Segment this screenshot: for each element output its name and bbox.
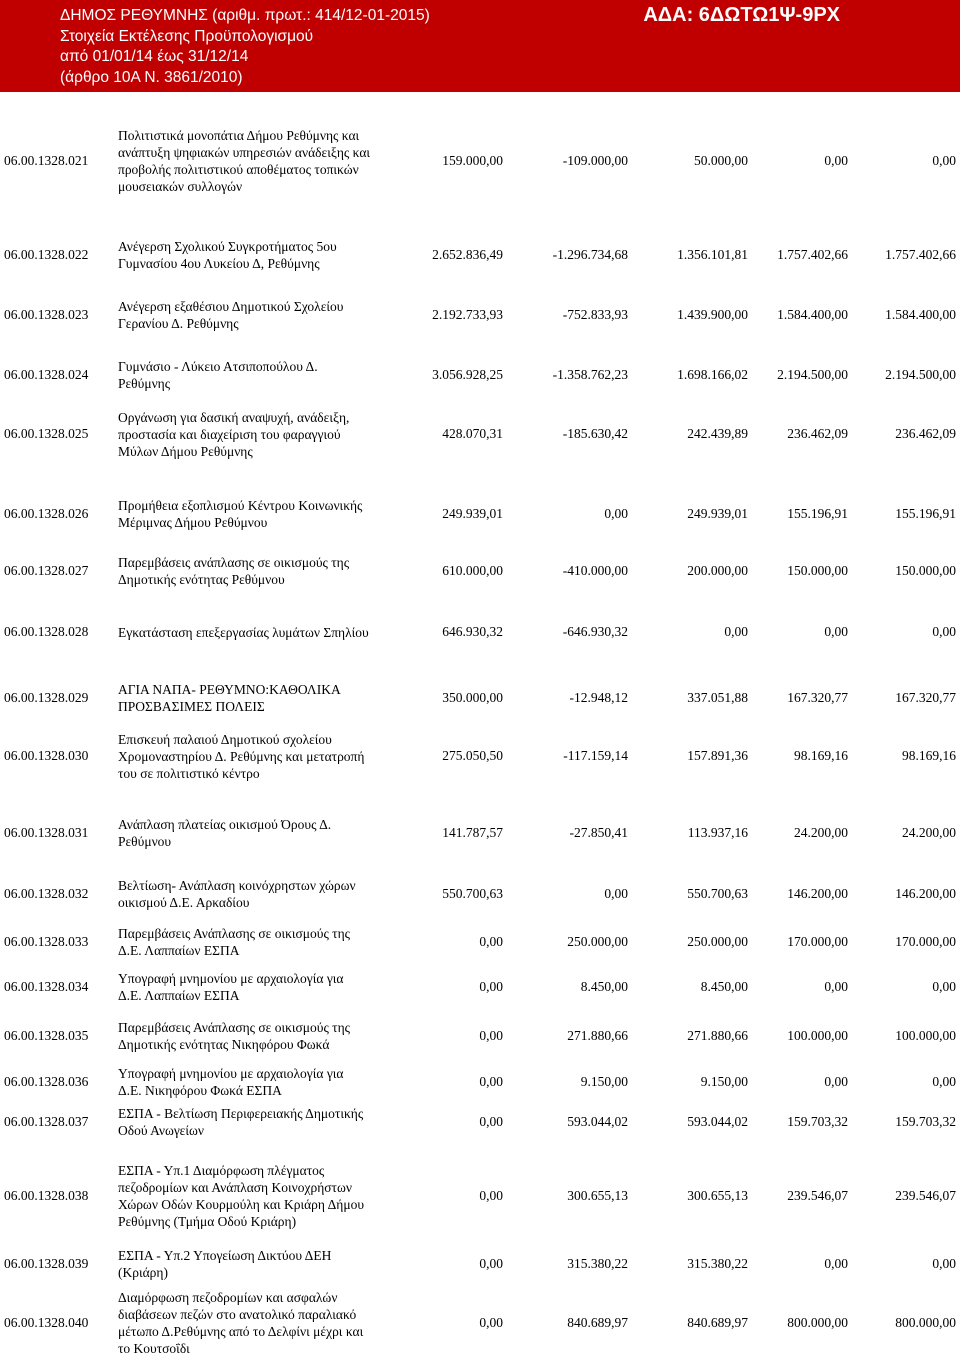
table-row xyxy=(0,1245,960,1283)
row-description xyxy=(118,1065,403,1099)
row-value: 155.196,91 xyxy=(787,506,848,521)
row-value: 0,00 xyxy=(479,979,503,994)
row-value: 0,00 xyxy=(932,1074,956,1089)
row-code: 06.00.1328.038 xyxy=(4,1188,89,1203)
row-description xyxy=(118,497,403,531)
table-row xyxy=(0,1016,960,1056)
row-code: 06.00.1328.033 xyxy=(4,934,89,949)
row-value: 113.937,16 xyxy=(687,825,748,840)
row-description-line: Οδού Ανωγείων xyxy=(118,1123,204,1138)
table-row xyxy=(0,545,960,597)
row-value: 9.150,00 xyxy=(700,1074,748,1089)
row-value: 249.939,01 xyxy=(687,506,748,521)
row-value: 0,00 xyxy=(479,1028,503,1043)
row-description-line: του σε πολιτιστικό κέντρο xyxy=(118,765,260,781)
row-code: 06.00.1328.026 xyxy=(4,506,89,521)
row-code: 06.00.1328.021 xyxy=(4,153,89,168)
table-row xyxy=(0,963,960,1011)
row-description-line: Υπογραφή μνημονίου με αρχαιολογία για xyxy=(118,971,344,986)
header-line: (άρθρο 10Α Ν. 3861/2010) xyxy=(60,68,243,86)
row-description xyxy=(118,816,403,850)
row-value: 159.703,32 xyxy=(895,1114,956,1129)
row-description-line: Ρεθύμνης (Τμήμα Οδού Κριάρη) xyxy=(118,1214,297,1229)
row-description-line: ΕΣΠΑ - Υπ.2 Υπογείωση Δικτύου ΔΕΗ xyxy=(118,1248,332,1263)
row-value: 9.150,00 xyxy=(580,1074,628,1089)
table-row xyxy=(0,116,960,206)
row-value: -410.000,00 xyxy=(562,563,628,578)
row-value: 250.000,00 xyxy=(687,934,748,949)
row-description-line: προστασία και διαχείριση του φαραγγιού xyxy=(118,426,341,442)
table-row xyxy=(0,1064,960,1100)
row-description-line: Δ.Ε. Λαππαίων ΕΣΠΑ xyxy=(118,988,240,1003)
row-value: 0,00 xyxy=(724,624,748,639)
row-description-line: Εγκατάσταση επεξεργασίας λυμάτων Σπηλίου xyxy=(118,624,369,640)
row-value: -109.000,00 xyxy=(562,153,628,168)
row-value: 157.891,36 xyxy=(687,748,748,763)
row-value: 0,00 xyxy=(479,1256,503,1271)
row-value: 100.000,00 xyxy=(895,1028,956,1043)
row-description-line: Μύλων Δήμου Ρεθύμνης xyxy=(118,443,253,459)
row-code: 06.00.1328.023 xyxy=(4,307,89,322)
table-row xyxy=(0,612,960,652)
row-description-line: οικισμού Δ.Ε. Αρκαδίου xyxy=(118,895,250,910)
row-description-line: Μέριμνας Δήμου Ρεθύμνου xyxy=(118,515,268,530)
row-value: 0,00 xyxy=(932,1256,956,1271)
row-description xyxy=(118,238,403,272)
row-code: 06.00.1328.034 xyxy=(4,979,89,994)
row-value: 0,00 xyxy=(479,1315,503,1330)
row-description-line: Βελτίωση- Ανάπλαση κοινόχρηστων χώρων xyxy=(118,878,356,893)
row-code: 06.00.1328.030 xyxy=(4,748,89,763)
row-value: 337.051,88 xyxy=(687,690,748,705)
row-description-line: μέτωπο Δ.Ρεθύμνης από το Δελφίνι μέχρι και xyxy=(118,1324,364,1339)
row-value: -1.358.762,23 xyxy=(552,367,628,382)
header-line: Στοιχεία Εκτέλεσης Προϋπολογισμού xyxy=(60,27,314,45)
row-code: 06.00.1328.024 xyxy=(4,367,89,382)
row-description-line: Προμήθεια εξοπλισμού Κέντρου Κοινωνικής xyxy=(118,498,363,513)
row-value: 1.698.166,02 xyxy=(677,367,748,382)
row-value: 0,00 xyxy=(824,979,848,994)
row-description-line: Ρεθύμνης xyxy=(118,376,171,391)
row-value: 98.169,16 xyxy=(902,748,956,763)
row-value: -1.296.734,68 xyxy=(552,247,628,262)
row-value: 275.050,50 xyxy=(442,748,503,763)
row-description-line: Χρομοναστηρίου Δ. Ρεθύμνης και μετατροπή xyxy=(118,748,365,764)
row-value: 250.000,00 xyxy=(567,934,628,949)
row-value: 271.880,66 xyxy=(567,1028,628,1043)
row-description xyxy=(118,298,403,332)
table-row xyxy=(0,350,960,400)
row-code: 06.00.1328.035 xyxy=(4,1028,89,1043)
row-value: 610.000,00 xyxy=(442,563,503,578)
row-value: 24.200,00 xyxy=(902,825,956,840)
row-description xyxy=(118,1019,403,1053)
row-value: 2.652.836,49 xyxy=(432,247,503,262)
row-description-line: Παρεμβάσεις ανάπλασης σε οικισμούς της xyxy=(118,555,350,570)
row-code: 06.00.1328.032 xyxy=(4,886,89,901)
row-description-line: Γυμνάσιο - Λύκειο Ατσιποπούλου Δ. xyxy=(118,359,318,374)
row-value: 1.439.900,00 xyxy=(677,307,748,322)
row-value: 550.700,63 xyxy=(687,886,748,901)
row-value: 100.000,00 xyxy=(787,1028,848,1043)
row-value: 428.070,31 xyxy=(442,426,503,441)
row-value: 271.880,66 xyxy=(687,1028,748,1043)
row-value: 300.655,13 xyxy=(687,1188,748,1203)
row-value: 0,00 xyxy=(824,1074,848,1089)
row-value: 146.200,00 xyxy=(787,886,848,901)
row-description-line: διαβάσεων πεζών στο ανατολικό παραλιακό xyxy=(118,1307,357,1322)
row-value: 8.450,00 xyxy=(700,979,748,994)
row-value: 0,00 xyxy=(824,153,848,168)
row-value: 646.930,32 xyxy=(442,624,503,639)
row-value: 1.356.101,81 xyxy=(677,247,748,262)
row-value: 2.194.500,00 xyxy=(885,367,956,382)
row-value: 300.655,13 xyxy=(567,1188,628,1203)
row-description-line: Διαμόρφωση πεζοδρομίων και ασφαλών xyxy=(118,1290,338,1305)
row-code: 06.00.1328.040 xyxy=(4,1315,89,1330)
row-code: 06.00.1328.027 xyxy=(4,563,89,578)
row-description xyxy=(118,1247,403,1281)
row-value: 2.194.500,00 xyxy=(777,367,848,382)
row-value: 159.000,00 xyxy=(442,153,503,168)
row-description xyxy=(118,554,403,588)
table-row xyxy=(0,676,960,720)
row-value: -12.948,12 xyxy=(569,690,628,705)
row-value: 0,00 xyxy=(932,153,956,168)
row-description xyxy=(118,358,403,392)
row-description-line: Δ.Ε. Λαππαίων ΕΣΠΑ xyxy=(118,943,240,958)
row-description-line: Ανέγερση Σχολικού Συγκροτήματος 5ου xyxy=(118,239,337,254)
row-description-line: Χώρων Οδών Κουρμούλη και Κριάρη Δήμου xyxy=(118,1197,365,1212)
row-value: -646.930,32 xyxy=(562,624,628,639)
row-value: 236.462,09 xyxy=(895,426,956,441)
row-value: -117.159,14 xyxy=(563,748,628,763)
row-value: 167.320,77 xyxy=(895,690,956,705)
row-value: 159.703,32 xyxy=(787,1114,848,1129)
row-value: 1.757.402,66 xyxy=(885,247,956,262)
row-value: 550.700,63 xyxy=(442,886,503,901)
row-value: 239.546,07 xyxy=(787,1188,848,1203)
row-description xyxy=(118,681,403,715)
row-value: 170.000,00 xyxy=(895,934,956,949)
row-value: 170.000,00 xyxy=(787,934,848,949)
table-row xyxy=(0,868,960,920)
row-value: 239.546,07 xyxy=(895,1188,956,1203)
row-description-line: ΕΣΠΑ - Βελτίωση Περιφερειακής Δημοτικής xyxy=(118,1106,364,1121)
row-value: -27.850,41 xyxy=(569,825,628,840)
row-value: 146.200,00 xyxy=(895,886,956,901)
row-value: 50.000,00 xyxy=(694,153,748,168)
row-value: 141.787,57 xyxy=(442,825,503,840)
row-description-line: Παρεμβάσεις Ανάπλασης σε οικισμούς της xyxy=(118,1020,351,1035)
row-value: 200.000,00 xyxy=(687,563,748,578)
row-code: 06.00.1328.031 xyxy=(4,825,89,840)
header-line: ΔΗΜΟΣ ΡΕΘΥΜΝΗΣ (αριθμ. πρωτ.: 414/12-01-2015) xyxy=(60,7,430,24)
row-description-line: Ανέγερση εξαθέσιου Δημοτικού Σχολείου xyxy=(118,299,344,314)
row-description xyxy=(118,624,403,641)
row-description-line: (Κριάρη) xyxy=(118,1265,168,1280)
row-description-line: ΠΡΟΣΒΑΣΙΜΕΣ ΠΟΛΕΙΣ xyxy=(118,699,265,714)
row-code: 06.00.1328.028 xyxy=(4,624,89,639)
row-value: -185.630,42 xyxy=(562,426,628,441)
row-description-line: Επισκευή παλαιού Δημοτικού σχολείου xyxy=(118,731,332,747)
row-value: 0,00 xyxy=(479,1074,503,1089)
row-description xyxy=(118,1105,403,1139)
row-code: 06.00.1328.037 xyxy=(4,1114,89,1129)
row-value: 840.689,97 xyxy=(687,1315,748,1330)
row-description-line: Οργάνωση για δασική αναψυχή, ανάδειξη, xyxy=(118,409,350,425)
row-value: 0,00 xyxy=(824,624,848,639)
row-description-line: ΕΣΠΑ - Υπ.1 Διαμόρφωση πλέγματος xyxy=(118,1163,325,1178)
row-value: 315.380,22 xyxy=(567,1256,628,1271)
row-value: 0,00 xyxy=(479,934,503,949)
table-row xyxy=(0,230,960,280)
row-value: 0,00 xyxy=(932,624,956,639)
row-code: 06.00.1328.036 xyxy=(4,1074,89,1089)
table-row xyxy=(0,1104,960,1140)
row-description xyxy=(118,409,403,460)
row-value: 800.000,00 xyxy=(787,1315,848,1330)
row-value: 0,00 xyxy=(604,506,628,521)
row-description xyxy=(118,970,403,1004)
row-value: 3.056.928,25 xyxy=(432,367,503,382)
row-code: 06.00.1328.022 xyxy=(4,247,89,262)
table-row xyxy=(0,808,960,858)
row-value: 350.000,00 xyxy=(442,690,503,705)
row-description-line: ΑΓΙΑ ΝΑΠΑ- ΡΕΘΥΜΝΟ:ΚΑΘΟΛΙΚΑ xyxy=(118,682,341,697)
row-value: 242.439,89 xyxy=(687,426,748,441)
row-value: 0,00 xyxy=(604,886,628,901)
row-description-line: προβολής πολιτιστικού αποθέματος τοπικών xyxy=(118,162,359,177)
row-value: 249.939,01 xyxy=(442,506,503,521)
row-description-line: Γυμνασίου 4ου Λυκείου Δ, Ρεθύμνης xyxy=(118,256,320,271)
row-code: 06.00.1328.029 xyxy=(4,690,89,705)
row-description-line: Δημοτικής ενότητας Ρεθύμνου xyxy=(118,572,285,587)
table-row xyxy=(0,405,960,463)
row-value: 98.169,16 xyxy=(794,748,848,763)
row-description-line: Δημοτικής ενότητας Νικηφόρου Φωκά xyxy=(118,1037,330,1052)
row-description-line: ανάπτυξη ψηφιακών υπηρεσιών ανάδειξης και xyxy=(118,145,371,160)
row-value: 593.044,02 xyxy=(567,1114,628,1129)
row-description-line: Ανάπλαση πλατείας οικισμού Όρους Δ. xyxy=(118,817,332,832)
row-description-line: Ρεθύμνου xyxy=(118,834,172,849)
row-code: 06.00.1328.025 xyxy=(4,426,89,441)
row-description xyxy=(118,925,403,959)
table-row xyxy=(0,488,960,540)
row-value: 236.462,09 xyxy=(787,426,848,441)
row-value: 1.584.400,00 xyxy=(777,307,848,322)
row-value: 167.320,77 xyxy=(787,690,848,705)
row-code: 06.00.1328.039 xyxy=(4,1256,89,1271)
document-header xyxy=(60,6,430,88)
row-value: 150.000,00 xyxy=(787,563,848,578)
row-value: 1.584.400,00 xyxy=(885,307,956,322)
table-row xyxy=(0,290,960,340)
row-description-line: Πολιτιστικά μονοπάτια Δήμου Ρεθύμνης και xyxy=(118,128,360,143)
row-value: 24.200,00 xyxy=(794,825,848,840)
ada-code: ΑΔΑ: 6ΔΩΤΩ1Ψ-9ΡΧ xyxy=(643,4,840,26)
header-line: από 01/01/14 έως 31/12/14 xyxy=(60,48,249,65)
row-description-line: Παρεμβάσεις Ανάπλασης σε οικισμούς της xyxy=(118,926,351,941)
row-value: 2.192.733,93 xyxy=(432,307,503,322)
row-value: 0,00 xyxy=(932,979,956,994)
table-row xyxy=(0,925,960,959)
row-value: 0,00 xyxy=(479,1188,503,1203)
row-description xyxy=(118,731,403,782)
table-row xyxy=(0,1152,960,1240)
row-description-line: πεζοδρομίων και Ανάπλαση Κοινοχρήστων xyxy=(118,1180,352,1195)
table-row xyxy=(0,726,960,786)
row-description-line: Δ.Ε. Νικηφόρου Φωκά ΕΣΠΑ xyxy=(118,1083,282,1098)
row-value: 0,00 xyxy=(824,1256,848,1271)
row-value: 150.000,00 xyxy=(895,563,956,578)
row-description-line: μουσειακών συλλογών xyxy=(118,179,243,194)
row-value: 840.689,97 xyxy=(567,1315,628,1330)
row-value: 0,00 xyxy=(479,1114,503,1129)
row-description-line: Υπογραφή μνημονίου με αρχαιολογία για xyxy=(118,1066,344,1081)
row-value: 593.044,02 xyxy=(687,1114,748,1129)
table-row xyxy=(0,1285,960,1361)
row-value: 315.380,22 xyxy=(687,1256,748,1271)
row-value: 155.196,91 xyxy=(895,506,956,521)
row-description xyxy=(118,127,403,195)
row-description-line: το Κουτσοΐδι xyxy=(118,1341,190,1356)
row-description xyxy=(118,1289,403,1357)
row-value: -752.833,93 xyxy=(562,307,628,322)
row-value: 1.757.402,66 xyxy=(777,247,848,262)
row-value: 8.450,00 xyxy=(580,979,628,994)
row-description xyxy=(118,1162,403,1230)
row-description-line: Γερανίου Δ. Ρεθύμνης xyxy=(118,316,239,331)
row-value: 800.000,00 xyxy=(895,1315,956,1330)
row-description xyxy=(118,877,403,911)
